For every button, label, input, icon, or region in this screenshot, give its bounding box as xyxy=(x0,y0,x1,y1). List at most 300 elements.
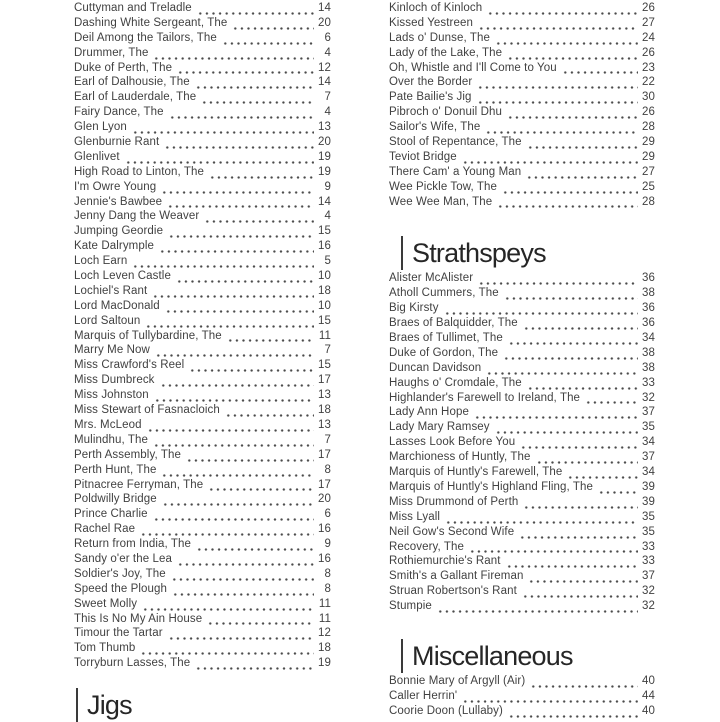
page-number: 15 xyxy=(318,225,331,238)
dot-leader xyxy=(527,387,638,390)
tune-title: Marchioness of Huntly, The xyxy=(389,451,531,464)
tune-title: Earl of Dalhousie, The xyxy=(74,76,190,89)
toc-entry xyxy=(74,121,331,136)
section-heading-label: Strathspeys xyxy=(412,238,546,269)
page-number: 5 xyxy=(324,255,331,268)
tune-title: Lads o' Dunse, The xyxy=(389,31,490,44)
dot-leader xyxy=(204,220,314,223)
dot-leader xyxy=(474,416,638,419)
section-heading-strathspeys xyxy=(401,236,655,270)
page-number: 6 xyxy=(324,31,331,44)
dot-leader xyxy=(507,57,638,60)
toc-entry xyxy=(74,91,331,106)
page-number: 19 xyxy=(318,150,331,163)
toc-entry xyxy=(389,481,655,496)
tune-title: Bonnie Mary of Argyll (Air) xyxy=(389,674,526,687)
dot-leader xyxy=(153,518,314,521)
dot-leader xyxy=(526,176,638,179)
dot-leader xyxy=(132,131,314,134)
page-number: 17 xyxy=(318,448,331,461)
dot-leader xyxy=(177,563,314,566)
toc-entry xyxy=(74,300,331,315)
dot-leader xyxy=(164,146,314,149)
toc-entry xyxy=(389,76,655,91)
toc-entry xyxy=(389,570,655,585)
dot-leader xyxy=(523,327,638,330)
heading-bar xyxy=(76,688,78,722)
tune-title: Rachel Rae xyxy=(74,523,136,536)
toc-entry xyxy=(74,166,331,181)
page-number: 28 xyxy=(642,121,655,134)
dot-leader xyxy=(523,506,638,509)
heading-bar xyxy=(401,639,403,673)
toc-entry xyxy=(74,464,331,479)
dot-leader xyxy=(444,312,638,315)
toc-entry xyxy=(74,657,331,672)
dot-leader xyxy=(140,533,314,536)
toc-entry xyxy=(389,466,655,481)
dot-leader xyxy=(195,667,314,670)
dot-leader xyxy=(445,521,638,524)
toc-entry xyxy=(389,436,655,451)
toc-entry xyxy=(74,344,331,359)
toc-entry xyxy=(389,526,655,541)
page-number: 19 xyxy=(318,657,331,670)
dot-leader xyxy=(504,297,638,300)
page-number: 16 xyxy=(318,240,331,253)
page-number: 34 xyxy=(642,436,655,449)
page-number: 20 xyxy=(318,493,331,506)
dot-leader xyxy=(168,235,314,238)
dot-leader xyxy=(155,354,314,357)
toc-entry xyxy=(74,493,331,508)
dot-leader xyxy=(161,474,314,477)
dot-leader xyxy=(536,461,638,464)
dot-leader xyxy=(160,384,314,387)
toc-entry xyxy=(389,181,655,196)
tune-title: Marry Me Now xyxy=(74,344,150,357)
toc-entry xyxy=(389,332,655,347)
tune-title: Sandy o'er the Lea xyxy=(74,552,172,565)
dot-leader xyxy=(562,71,638,74)
dot-leader xyxy=(196,548,314,551)
toc-entry xyxy=(74,642,331,657)
dot-leader xyxy=(508,342,638,345)
tune-title: Loch Earn xyxy=(74,255,128,268)
tune-title: Return from India, The xyxy=(74,538,192,551)
toc-entry xyxy=(74,47,331,62)
toc-entry xyxy=(389,272,655,287)
toc-entry xyxy=(74,627,331,642)
page-number: 7 xyxy=(324,433,331,446)
toc-entry xyxy=(389,32,655,47)
toc-entry xyxy=(74,434,331,449)
dot-leader xyxy=(195,86,314,89)
page-number: 26 xyxy=(642,46,655,59)
toc-entry xyxy=(389,555,655,570)
tune-title: Marquis of Huntly's Farewell, The xyxy=(389,466,563,479)
tune-title: Teviot Bridge xyxy=(389,150,457,163)
toc-entry xyxy=(389,151,655,166)
page-number: 36 xyxy=(642,317,655,330)
toc-entry xyxy=(74,553,331,568)
tune-title: High Road to Linton, The xyxy=(74,165,205,178)
tune-title: Fairy Dance, The xyxy=(74,106,164,119)
toc-entry xyxy=(74,523,331,538)
section-heading-miscellaneous xyxy=(401,639,655,673)
toc-entry xyxy=(74,583,331,598)
tune-title: Lord MacDonald xyxy=(74,299,160,312)
dot-leader xyxy=(478,282,638,285)
dot-leader xyxy=(522,595,638,598)
toc-entry xyxy=(389,196,655,211)
tune-title: Alister McAlister xyxy=(389,272,474,285)
toc-entry xyxy=(389,511,655,526)
toc-entry xyxy=(389,47,655,62)
page-number: 15 xyxy=(318,359,331,372)
page-number: 32 xyxy=(642,585,655,598)
page-number: 27 xyxy=(642,165,655,178)
toc-entry xyxy=(74,359,331,374)
page-number: 20 xyxy=(318,16,331,29)
dot-leader xyxy=(520,446,638,449)
page-number: 32 xyxy=(642,391,655,404)
dot-leader xyxy=(207,622,314,625)
page-number: 17 xyxy=(318,478,331,491)
section-heading-jigs xyxy=(76,688,331,722)
tune-title: Marquis of Tullybardine, The xyxy=(74,329,222,342)
toc-entry xyxy=(74,151,331,166)
tune-title: Mrs. McLeod xyxy=(74,418,142,431)
dot-leader xyxy=(497,205,638,208)
page-number: 11 xyxy=(318,612,331,625)
page-number: 33 xyxy=(642,540,655,553)
tune-title: Soldier's Joy, The xyxy=(74,567,166,580)
dot-leader xyxy=(437,610,638,613)
tune-title: Rothiemurchie's Rant xyxy=(389,555,501,568)
tune-title: This Is No My Ain House xyxy=(74,612,203,625)
page-number: 39 xyxy=(642,495,655,508)
heading-bar xyxy=(401,236,403,270)
tune-title: Jumping Geordie xyxy=(74,225,164,238)
page-number: 36 xyxy=(642,272,655,285)
tune-title: Dashing White Sergeant, The xyxy=(74,16,228,29)
dot-leader xyxy=(145,325,314,328)
section-heading-label: Jigs xyxy=(87,690,132,721)
page-number: 28 xyxy=(642,195,655,208)
toc-entry xyxy=(389,600,655,615)
tune-title: Deil Among the Tailors, The xyxy=(74,31,217,44)
toc-entry xyxy=(74,62,331,77)
tune-title: I'm Owre Young xyxy=(74,180,157,193)
page-number: 13 xyxy=(318,121,331,134)
toc-entry xyxy=(389,362,655,377)
page-number: 12 xyxy=(318,627,331,640)
page-number: 39 xyxy=(642,480,655,493)
dot-leader xyxy=(519,536,638,539)
dot-leader xyxy=(132,265,314,268)
toc-entry xyxy=(389,705,655,720)
toc-entry xyxy=(74,508,331,523)
toc-entry xyxy=(74,181,331,196)
dot-leader xyxy=(528,580,638,583)
page-number: 33 xyxy=(642,376,655,389)
tune-title: Stool of Repentance, The xyxy=(389,136,522,149)
page-number: 14 xyxy=(318,195,331,208)
page-number: 32 xyxy=(642,600,655,613)
dot-leader xyxy=(152,295,314,298)
toc-entry xyxy=(74,598,331,613)
toc-entry xyxy=(389,106,655,121)
toc-entry xyxy=(389,690,655,705)
page-number: 24 xyxy=(642,31,655,44)
dot-leader xyxy=(487,12,638,15)
toc-entry xyxy=(74,255,331,270)
toc-entry xyxy=(74,106,331,121)
dot-leader xyxy=(154,399,314,402)
toc-entry xyxy=(389,317,655,332)
tune-title: Braes of Tullimet, The xyxy=(389,332,503,345)
toc-entry xyxy=(74,32,331,47)
toc-column-right xyxy=(389,2,655,720)
tune-title: Perth Assembly, The xyxy=(74,448,181,461)
tune-title: Highlander's Farewell to Ireland, The xyxy=(389,391,581,404)
dot-leader xyxy=(502,191,638,194)
toc-entry xyxy=(389,17,655,32)
page-number: 16 xyxy=(318,523,331,536)
tune-title: Miss Dumbreck xyxy=(74,374,155,387)
page-number: 22 xyxy=(642,76,655,89)
dot-leader xyxy=(478,27,638,30)
page-number: 29 xyxy=(642,136,655,149)
dot-leader xyxy=(209,176,314,179)
page-number: 17 xyxy=(318,374,331,387)
dot-leader xyxy=(227,339,314,342)
dot-leader xyxy=(125,161,314,164)
tune-title: Atholl Cummers, The xyxy=(389,287,499,300)
tune-title: Drummer, The xyxy=(74,46,149,59)
dot-leader xyxy=(162,503,314,506)
page-number: 37 xyxy=(642,570,655,583)
tune-title: Glenburnie Rant xyxy=(74,136,160,149)
page-number: 38 xyxy=(642,361,655,374)
dot-leader xyxy=(140,652,314,655)
dot-leader xyxy=(225,414,314,417)
tune-title: Sweet Molly xyxy=(74,597,138,610)
dot-leader xyxy=(477,101,638,104)
toc-entry xyxy=(389,62,655,77)
toc-entry xyxy=(389,585,655,600)
toc-entry xyxy=(74,449,331,464)
page-number: 7 xyxy=(324,91,331,104)
toc-entry xyxy=(74,2,331,17)
toc-entry xyxy=(74,419,331,434)
toc-entry xyxy=(389,541,655,556)
tune-title: Earl of Lauderdale, The xyxy=(74,91,197,104)
dot-leader xyxy=(208,488,314,491)
tune-title: Stumpie xyxy=(389,600,432,613)
dot-leader xyxy=(153,57,314,60)
tune-title: Coorie Doon (Lullaby) xyxy=(389,704,503,717)
page-number: 33 xyxy=(642,555,655,568)
toc-entry xyxy=(389,392,655,407)
toc-entry xyxy=(74,330,331,345)
dot-leader xyxy=(567,476,638,479)
toc-entry xyxy=(389,287,655,302)
tune-title: Lochiel's Rant xyxy=(74,284,148,297)
page-number: 10 xyxy=(318,270,331,283)
toc-entry xyxy=(74,285,331,300)
page-number: 18 xyxy=(318,284,331,297)
toc-entry xyxy=(389,347,655,362)
tune-title: Cuttyman and Treladle xyxy=(74,2,192,14)
page-number: 29 xyxy=(642,150,655,163)
toc-entry xyxy=(389,302,655,317)
tune-title: Haughs o' Cromdale, The xyxy=(389,376,522,389)
toc-entry xyxy=(74,225,331,240)
tune-title: Braes of Balquidder, The xyxy=(389,317,518,330)
toc-entry xyxy=(74,240,331,255)
page-number: 37 xyxy=(642,451,655,464)
page-number: 15 xyxy=(318,314,331,327)
toc-entry xyxy=(74,196,331,211)
dot-leader xyxy=(168,637,314,640)
tune-title: Lord Saltoun xyxy=(74,314,141,327)
dot-leader xyxy=(167,205,314,208)
tune-title: Poldwilly Bridge xyxy=(74,493,157,506)
page-number: 14 xyxy=(318,76,331,89)
dot-leader xyxy=(177,71,314,74)
tune-title: Miss Stewart of Fasnacloich xyxy=(74,404,220,417)
page-number: 7 xyxy=(324,344,331,357)
toc-entry xyxy=(74,136,331,151)
page-number: 12 xyxy=(318,61,331,74)
page-number: 4 xyxy=(324,210,331,223)
toc-entry xyxy=(74,404,331,419)
tune-title: Pibroch o' Donuil Dhu xyxy=(389,106,502,119)
dot-leader xyxy=(527,146,638,149)
toc-entry xyxy=(74,17,331,32)
page-number: 8 xyxy=(324,582,331,595)
tune-title: Glenlivet xyxy=(74,150,120,163)
dot-leader xyxy=(485,131,638,134)
toc-entry xyxy=(389,121,655,136)
page-number: 11 xyxy=(318,329,331,342)
page-number: 40 xyxy=(642,704,655,717)
dot-leader xyxy=(462,700,638,703)
dot-leader xyxy=(507,116,638,119)
toc-entry xyxy=(389,166,655,181)
dot-leader xyxy=(165,310,314,313)
dot-leader xyxy=(222,42,314,45)
page-number: 34 xyxy=(642,332,655,345)
tune-title: Miss Crawford's Reel xyxy=(74,359,185,372)
toc-entry xyxy=(389,496,655,511)
tune-title: Wee Pickle Tow, The xyxy=(389,180,498,193)
toc-entry xyxy=(74,479,331,494)
page-number: 19 xyxy=(318,165,331,178)
dot-leader xyxy=(176,280,314,283)
toc-entry xyxy=(74,270,331,285)
tune-title: Kate Dalrymple xyxy=(74,240,155,253)
dot-leader xyxy=(469,550,638,553)
dot-leader xyxy=(585,401,638,404)
page-number: 9 xyxy=(324,538,331,551)
toc-entry xyxy=(74,613,331,628)
page-number: 13 xyxy=(318,389,331,402)
dot-leader xyxy=(171,578,314,581)
dot-leader xyxy=(462,161,638,164)
dot-leader xyxy=(495,42,638,45)
page-number: 18 xyxy=(318,404,331,417)
section-heading-label: Miscellaneous xyxy=(412,640,573,671)
dot-leader xyxy=(486,372,638,375)
toc-entry xyxy=(74,76,331,91)
tune-title: Torryburn Lasses, The xyxy=(74,657,191,670)
page-number: 9 xyxy=(324,180,331,193)
dot-leader xyxy=(232,27,314,30)
page-number: 38 xyxy=(642,346,655,359)
tune-title: Pitnacree Ferryman, The xyxy=(74,478,204,491)
tune-title: Oh, Whistle and I'll Come to You xyxy=(389,61,557,74)
dot-leader xyxy=(495,431,638,434)
tune-title: Lady of the Lake, The xyxy=(389,46,503,59)
page-number: 25 xyxy=(642,180,655,193)
toc-entry xyxy=(389,91,655,106)
dot-leader xyxy=(197,12,314,15)
page-number: 8 xyxy=(324,463,331,476)
dot-leader xyxy=(598,491,638,494)
page-number: 26 xyxy=(642,2,655,14)
page-number: 44 xyxy=(642,689,655,702)
tune-title: Miss Johnston xyxy=(74,389,149,402)
tune-title: Lady Ann Hope xyxy=(389,406,469,419)
page-number: 34 xyxy=(642,466,655,479)
page-number: 14 xyxy=(318,2,331,14)
tune-title: Lady Mary Ramsey xyxy=(389,421,490,434)
toc-entry xyxy=(389,377,655,392)
dot-leader xyxy=(142,608,314,611)
tune-title: Miss Lyall xyxy=(389,510,441,523)
dot-leader xyxy=(153,444,314,447)
tune-title: Speed the Plough xyxy=(74,582,168,595)
toc-entry xyxy=(74,374,331,389)
tune-title: Duncan Davidson xyxy=(389,361,482,374)
dot-leader xyxy=(189,369,314,372)
tune-title: Jenny Dang the Weaver xyxy=(74,210,200,223)
dot-leader xyxy=(159,250,314,253)
toc-entry xyxy=(74,210,331,225)
dot-leader xyxy=(172,593,314,596)
tune-title: Glen Lyon xyxy=(74,121,127,134)
page-number: 38 xyxy=(642,287,655,300)
page-number: 8 xyxy=(324,567,331,580)
toc-entry xyxy=(389,406,655,421)
page-number: 35 xyxy=(642,525,655,538)
dot-leader xyxy=(503,357,638,360)
dot-leader xyxy=(530,685,638,688)
page-number: 6 xyxy=(324,508,331,521)
tune-title: Struan Robertson's Rant xyxy=(389,585,517,598)
tune-title: Wee Wee Man, The xyxy=(389,195,493,208)
page-number: 26 xyxy=(642,106,655,119)
tune-title: Loch Leven Castle xyxy=(74,270,171,283)
tune-title: Sailor's Wife, The xyxy=(389,121,481,134)
tune-title: Duke of Gordon, The xyxy=(389,346,499,359)
tune-title: Jennie's Bawbee xyxy=(74,195,163,208)
tune-title: Pate Bailie's Jig xyxy=(389,91,472,104)
dot-leader xyxy=(161,191,314,194)
